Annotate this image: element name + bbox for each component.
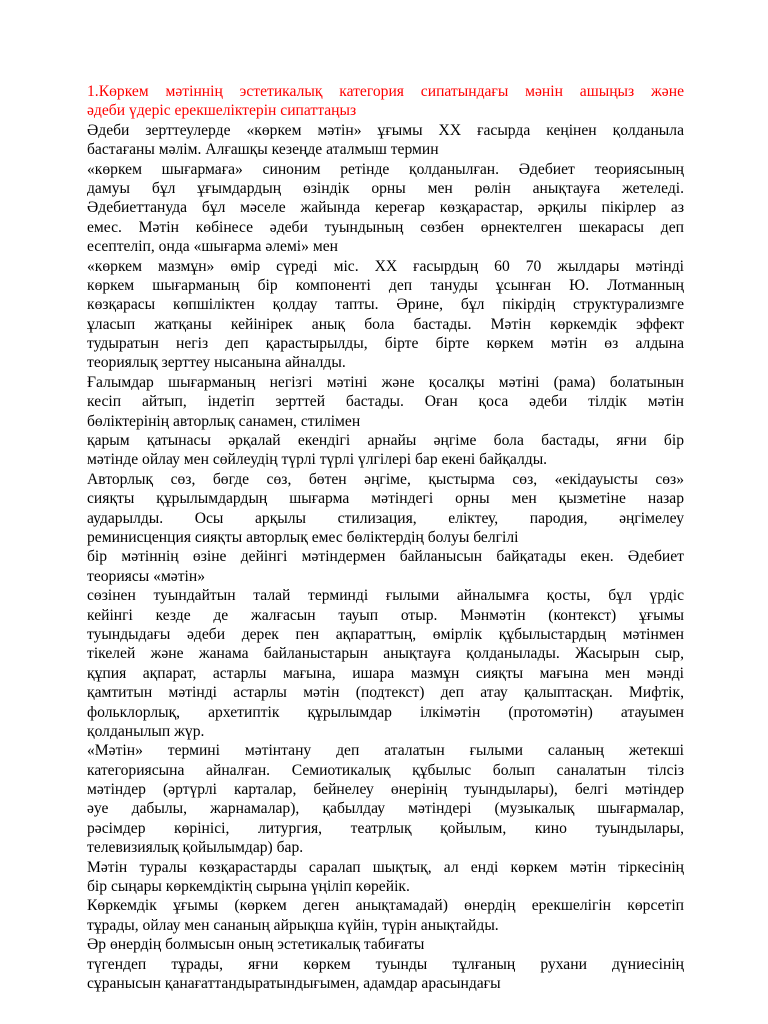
paragraph-line: Мәтін туралы көзқарастарды саралап шықтық, ал енді көркем мәтін тіркесінің [87,858,684,876]
paragraph-line: Әр өнердің болмысын оның эстетикалық табиғаты [87,936,425,954]
paragraph-line: реминисценция сияқты авторлық емес бөліктердің болуы белгілі [87,528,519,546]
paragraph-line: тікелей және жанама байланыстарын анықтауға қолданылады. Жасырын сыр, [87,645,684,663]
paragraph-line: көркем шығарманың бір компоненті деп тануды ұсынған Ю. Лотманның [87,276,684,294]
paragraph-line: есептеліп, онда «шығарма әлемі» мен [87,238,338,256]
paragraph-line: «Мәтін» термині мәтінтану деп аталатын ғылыми саланың жетекші [87,742,684,760]
paragraph [87,896,684,935]
paragraph-line: аударылды. Осы арқылы стилизация, еліктеу, пародия, әңгімелеу [87,509,684,527]
paragraph-line: «көркем шығармаға» синоним ретінде қолданылған. Әдебиет теориясының [87,160,684,178]
paragraph-line: бөліктерінің авторлық санамен, стилімен [87,412,361,430]
paragraph-line: сұранысын қанағаттандыратындығымен, адамдар арасындағы [87,974,501,992]
paragraph-line: Әдебиеттануда бұл мәселе жайында кереғар көзқарастар, әрқилы пікірлер аз [87,199,684,217]
paragraph-line: «көркем мазмұн» өмір сүреді міс. ХХ ғасырдың 60 70 жылдары мәтінді [87,257,684,275]
paragraph-line: бастағаны мәлім. Алғашқы кезеңде аталмыш термин [87,141,439,159]
paragraph [87,373,684,431]
paragraph-line: құпия ақпарат, астарлы мағына, ишара мазмұн сияқты мағына мен мәнді [87,664,684,682]
paragraph [87,121,684,160]
heading-line: әдеби үдеріс ерекшеліктерін сипаттаңыз [87,102,357,120]
paragraph-line: көзқарасы көпшіліктен қолдау тапты. Әрине, бұл пікірдің структурализмге [87,296,684,314]
paragraph-line: ұласып жатқаны кейінірек анық бола бастады. Мәтін көркемдік эффект [87,315,684,333]
paragraph [87,257,684,373]
paragraph-line: қолданылып жүр. [87,722,205,740]
document-heading [87,82,684,121]
paragraph [87,858,684,897]
paragraph-line: кесіп айтып, індетіп зерттей бастады. Оған қоса әдеби тілдік мәтін [87,393,684,411]
paragraph [87,160,684,257]
paragraph [87,935,684,954]
document-body [87,121,684,994]
paragraph-line: Ғалымдар шығарманың негізгі мәтіні және қосалқы мәтіні (рама) болатынын [87,373,684,391]
paragraph-line: бір мәтіннің өзіне дейінгі мәтіндермен байланысын байқатады екен. Әдебиет [87,548,684,566]
paragraph-line: мәтіндер (әртүрлі карталар, бейнелеу өнерінің туындылары), белгі мәтіндер [87,781,684,799]
paragraph-line: Әдеби зерттеулерде «көркем мәтін» ұғымы ХХ ғасырда кеңінен қолданыла [87,121,684,139]
paragraph [87,741,684,857]
paragraph-line: емес. Мәтін көбінесе әдеби туындының сөзбен өрнектелген шекарасы деп [87,218,684,236]
paragraph-line: телевизиялық қойылымдар) бар. [87,839,304,857]
paragraph-line: рәсімдер көрінісі, литургия, театрлық қойылым, кино туындылары, [87,819,684,837]
paragraph-line: Көркемдік ұғымы (көркем деген анықтамадай) өнердің ерекшелігін көрсетіп [87,897,684,915]
paragraph-line: туындыдағы әдеби дерек пен ақпараттың, өмірлік құбылыстардың мәтінмен [87,625,684,643]
paragraph [87,547,684,586]
heading-line: 1.Көркем мәтіннің эстетикалық категория сипатындағы мәнін ашыңыз және [87,83,684,100]
paragraph-line: түгендеп тұрады, яғни көркем туынды тұлғаның рухани дүниесінің [87,955,684,973]
paragraph-line: категориясына айналған. Семиотикалық құбылыс болып саналатын тілсіз [87,761,684,779]
paragraph-line: тудыратын негіз деп қарастырылды, бірте бірте көркем мәтін өз алдына [87,335,684,353]
paragraph-line: сияқты құрылымдардың шығарма мәтіндегі орны мен қызметіне назар [87,490,684,508]
paragraph [87,955,684,994]
paragraph-line: мәтінде ойлау мен сөйлеудің түрлі түрлі үлгілері бар екені байқалды. [87,451,548,469]
paragraph-line: Авторлық сөз, бөгде сөз, бөтен әңгіме, қыстырма сөз, «екідауысты сөз» [87,470,684,488]
paragraph-line: сөзінен туындайтын талай терминді ғылыми айналымға қосты, бұл үрдіс [87,587,684,605]
document-page [87,82,684,993]
paragraph-line: теориялық зерттеу нысанына айналды. [87,354,346,372]
paragraph-line: қамтитын мәтінді астарлы мәтін (подтекст) деп атау қалыптасқан. Мифтік, [87,684,684,702]
paragraph-line: кейінгі кезде де жалғасын тауып отыр. Мәнмәтін (контекст) ұғымы [87,606,684,624]
paragraph-line: теориясы «мәтін» [87,567,206,585]
paragraph-line: тұрады, ойлау мен сананың айрықша күйін, түрін анықтайды. [87,916,499,934]
paragraph [87,470,684,548]
paragraph-line: дамуы бұл ұғымдардың өзіндік орны мен рөлін анықтауға жетеледі. [87,179,684,197]
paragraph-line: қарым қатынасы әрқалай екендігі арнайы әңгіме бола бастады, яғни бір [87,432,684,450]
paragraph-line: бір сыңары көркемдіктің сырына үңіліп көрейік. [87,878,410,896]
paragraph [87,586,684,741]
paragraph [87,431,684,470]
paragraph-line: фольклорлық, архетиптік құрылымдар ілкімәтін (протомәтін) атауымен [87,703,684,721]
paragraph-line: әуе дабылы, жарнамалар), қабылдау мәтіндері (музыкалық шығармалар, [87,800,684,818]
